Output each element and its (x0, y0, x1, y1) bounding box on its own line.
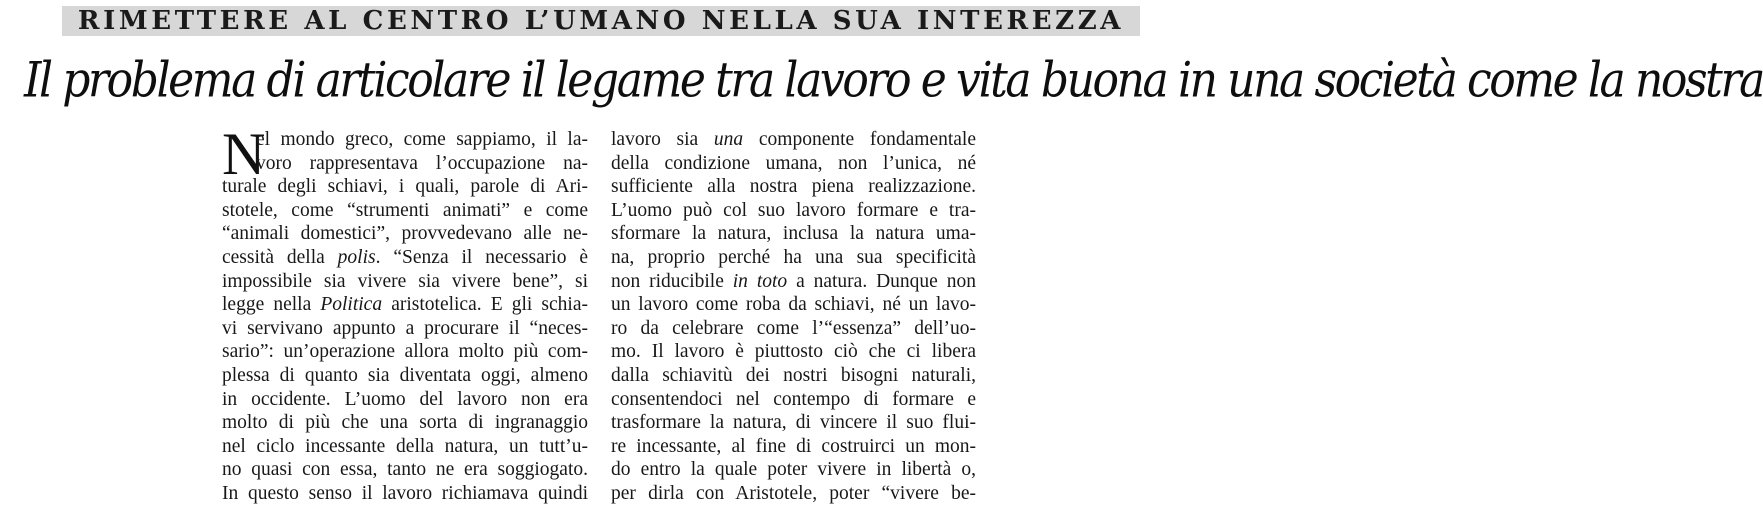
body-line: el mondo greco, come sappiamo, il la- (256, 129, 588, 150)
body-line: nel ciclo incessante della natura, un tutt’u- (222, 435, 588, 457)
body-line: molto di più che una sorta di ingranaggio (222, 412, 588, 434)
body-line: turale degli schiavi, i quali, parole di Ari- (222, 176, 588, 198)
body-line: no quasi con essa, tanto ne era soggiogato. (222, 459, 588, 481)
body-line: della condizione umana, non l’unica, né (611, 152, 976, 174)
body-line: lavoro sia una componente fondamentale (611, 129, 976, 150)
body-line: ro da celebrare come l’“essenza” dell’uo- (611, 317, 976, 339)
drop-cap: N (222, 121, 266, 187)
body-line: dalla schiavitù dei nostri bisogni naturali, (611, 364, 976, 386)
body-line: In questo senso il lavoro richiamava quindi (222, 482, 588, 504)
body-line: un lavoro come roba da schiavi, né un lavo- (611, 294, 976, 316)
body-line: “animali domestici”, provvedevano alle ne- (222, 223, 588, 245)
body-line: plessa di quanto sia diventata oggi, almeno (222, 364, 588, 386)
body-line: sformare la natura, inclusa la natura uma- (611, 223, 976, 245)
body-line: vi servivano appunto a procurare il “neces- (222, 317, 588, 339)
article-column-2 (611, 128, 976, 506)
article-column-1 (222, 121, 588, 506)
body-line: do entro la quale poter vivere in libertà o, (611, 459, 976, 481)
body-line: voro rappresentava l’occupazione na- (256, 152, 588, 174)
body-line: L’uomo può col suo lavoro formare e tra- (611, 199, 976, 221)
kicker: RIMETTERE AL CENTRO L’UMANO NELLA SUA INTEREZZA (62, 6, 1140, 36)
body-line: cessità della polis. “Senza il necessario è (222, 246, 588, 268)
body-line: na, proprio perché ha una sua specificità (611, 246, 976, 268)
body-line: sufficiente alla nostra piena realizzazione. (611, 176, 976, 198)
body-line: consentendoci nel contempo di formare e (611, 388, 976, 410)
body-line: re incessante, al fine di costruirci un mon- (611, 435, 976, 457)
body-line: per dirla con Aristotele, poter “vivere be- (611, 482, 976, 504)
body-line: trasformare la natura, di vincere il suo flui- (611, 412, 976, 434)
body-line: in occidente. L’uomo del lavoro non era (222, 388, 588, 410)
body-line: non riducibile in toto a natura. Dunque non (611, 270, 976, 292)
body-line: impossibile sia vivere sia vivere bene”, si (222, 270, 588, 292)
body-line: sario”: un’operazione allora molto più com- (222, 341, 588, 363)
body-line: stotele, come “strumenti animati” e come (222, 199, 588, 221)
body-line: legge nella Politica aristotelica. E gli schia- (222, 294, 588, 316)
headline: Il problema di articolare il legame tra lavoro e vita buona in una società come la nostra (24, 52, 1763, 109)
kicker-bar (0, 0, 1200, 40)
body-line: mo. Il lavoro è piuttosto ciò che ci libera (611, 341, 976, 363)
